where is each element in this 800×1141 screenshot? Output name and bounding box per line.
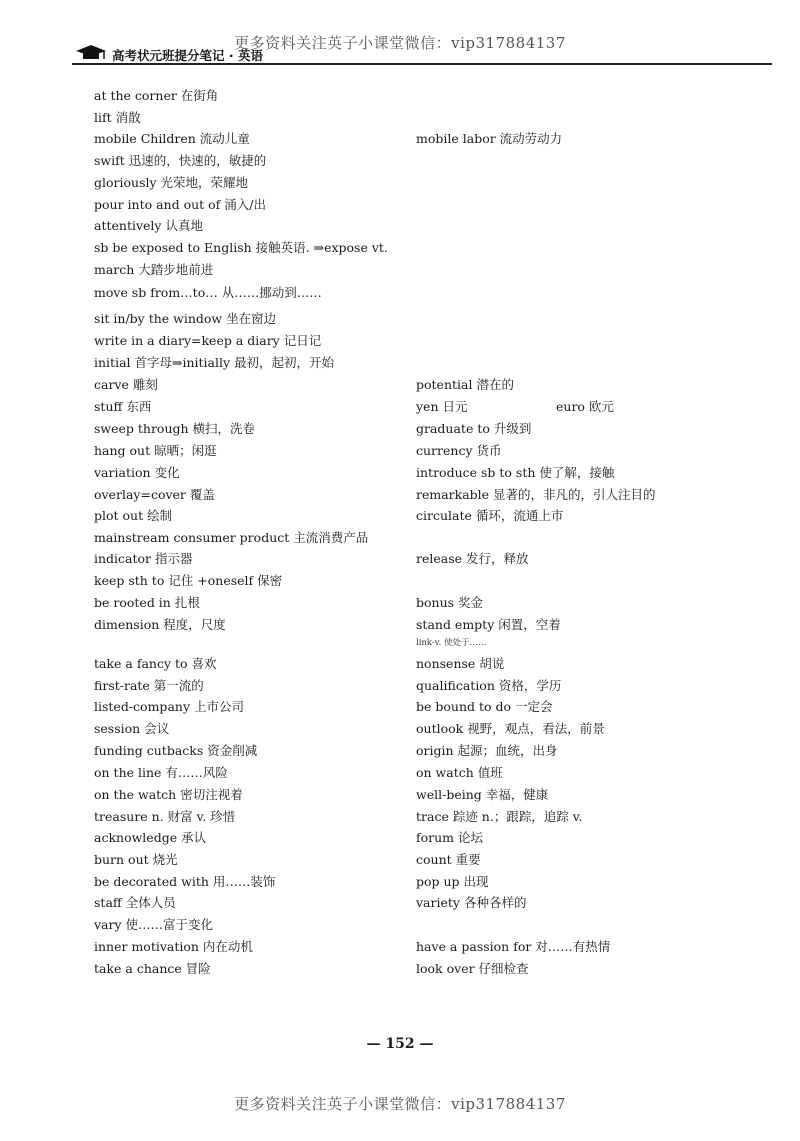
vocab-entry: staff 全体人员 [94,895,176,910]
vocab-entry: hang out 晾晒；闲逛 [94,443,217,458]
vocab-entry: march 大踏步地前进 [94,262,214,277]
vocab-entry: keep sth to 记住 +oneself 保密 [94,573,283,588]
vocab-entry: release 发行，释放 [416,551,529,566]
watermark-bottom: 更多资料关注英子小课堂微信：vip317884137 [234,1095,566,1113]
vocab-entry: outlook 视野，观点，看法，前景 [416,721,605,736]
vocab-entry: sit in/by the window 坐在窗边 [94,311,277,326]
vocab-entry: euro 欧元 [556,399,614,414]
vocab-entry: on watch 值班 [416,765,503,780]
vocab-entry: well-being 幸福，健康 [416,787,549,802]
vocab-entry: graduate to 升级到 [416,421,532,436]
vocab-entry: stuff 东西 [94,399,152,414]
vocab-entry: sb be exposed to English 接触英语. ⇒expose vt. [94,240,388,255]
vocab-entry: listed-company 上市公司 [94,699,244,714]
vocab-entry: pop up 出现 [416,874,489,889]
page-header [72,44,772,68]
vocab-entry: move sb from…to… 从……挪动到…… [94,285,322,300]
vocab-entry: be decorated with 用……装饰 [94,874,276,889]
vocab-entry: count 重要 [416,852,481,867]
vocab-entry: gloriously 光荣地，荣耀地 [94,175,249,190]
vocab-entry: look over 仔细检查 [416,961,529,976]
vocab-entry: variety 各种各样的 [416,895,527,910]
vocab-entry: first-rate 第一流的 [94,678,204,693]
vocab-entry: be bound to do 一定会 [416,699,553,714]
vocab-entry: qualification 资格，学历 [416,678,562,693]
vocab-entry: bonus 奖金 [416,595,484,610]
vocab-entry: potential 潜在的 [416,377,514,392]
vocab-entry: vary 使……富于变化 [94,917,214,932]
vocab-entry: yen 日元 [416,399,468,414]
vocab-entry: swift 迅速的，快速的，敏捷的 [94,153,267,168]
page-number: — 152 — [366,1036,434,1052]
vocab-entry: plot out 绘制 [94,508,173,523]
vocab-entry: pour into and out of 涌入/出 [94,197,266,212]
vocab-entry: inner motivation 内在动机 [94,939,253,954]
vocab-entry: circulate 循环，流通上市 [416,508,564,523]
vocab-entry: introduce sb to sth 使了解，接触 [416,465,615,480]
vocab-entry: attentively 认真地 [94,218,203,233]
vocab-entry: dimension 程度，尺度 [94,617,226,632]
vocab-entry: initial 首字母⇒initially 最初，起初，开始 [94,355,335,370]
vocab-entry: session 会议 [94,721,170,736]
vocab-entry: write in a diary=keep a diary 记日记 [94,333,322,348]
vocab-entry: carve 雕刻 [94,377,158,392]
header-title: 高考状元班提分笔记 · 英语 [112,48,263,63]
vocab-entry: forum 论坛 [416,830,484,845]
vocab-note: link-v. 使处于…… [416,638,487,648]
vocab-entry: variation 变化 [94,465,180,480]
vocab-entry: burn out 烧光 [94,852,178,867]
vocab-entry: sweep through 横扫，洗卷 [94,421,256,436]
vocab-entry: take a fancy to 喜欢 [94,656,217,671]
vocab-entry: acknowledge 承认 [94,830,207,845]
vocab-entry: mainstream consumer product 主流消费产品 [94,530,369,545]
vocab-entry: have a passion for 对……有热情 [416,939,611,954]
vocab-entry: take a chance 冒险 [94,961,211,976]
vocab-entry: nonsense 胡说 [416,656,505,671]
vocab-entry: origin 起源；血统，出身 [416,743,558,758]
vocab-entry: lift 消散 [94,110,141,125]
graduation-cap-icon [74,44,108,62]
vocab-entry: at the corner 在街角 [94,88,219,103]
vocab-entry: mobile labor 流动劳动力 [416,131,563,146]
vocab-entry: treasure n. 财富 v. 珍惜 [94,809,236,824]
vocab-entry: mobile Children 流动儿童 [94,131,250,146]
vocab-entry: overlay=cover 覆盖 [94,487,215,502]
vocab-entry: on the watch 密切注视着 [94,787,243,802]
vocab-entry: currency 货币 [416,443,502,458]
vocab-entry: funding cutbacks 资金削减 [94,743,258,758]
vocab-entry: stand empty 闲置，空着 [416,617,561,632]
vocab-entry: trace 踪迹 n.；跟踪，追踪 v. [416,809,583,824]
header-rule [72,63,772,65]
vocab-entry: on the line 有……风险 [94,765,228,780]
vocab-entry: remarkable 显著的，非凡的，引人注目的 [416,487,656,502]
watermark-top: 更多资料关注英子小课堂微信：vip317884137 [234,34,566,52]
vocab-entry: be rooted in 扎根 [94,595,200,610]
vocab-entry: indicator 指示器 [94,551,193,566]
